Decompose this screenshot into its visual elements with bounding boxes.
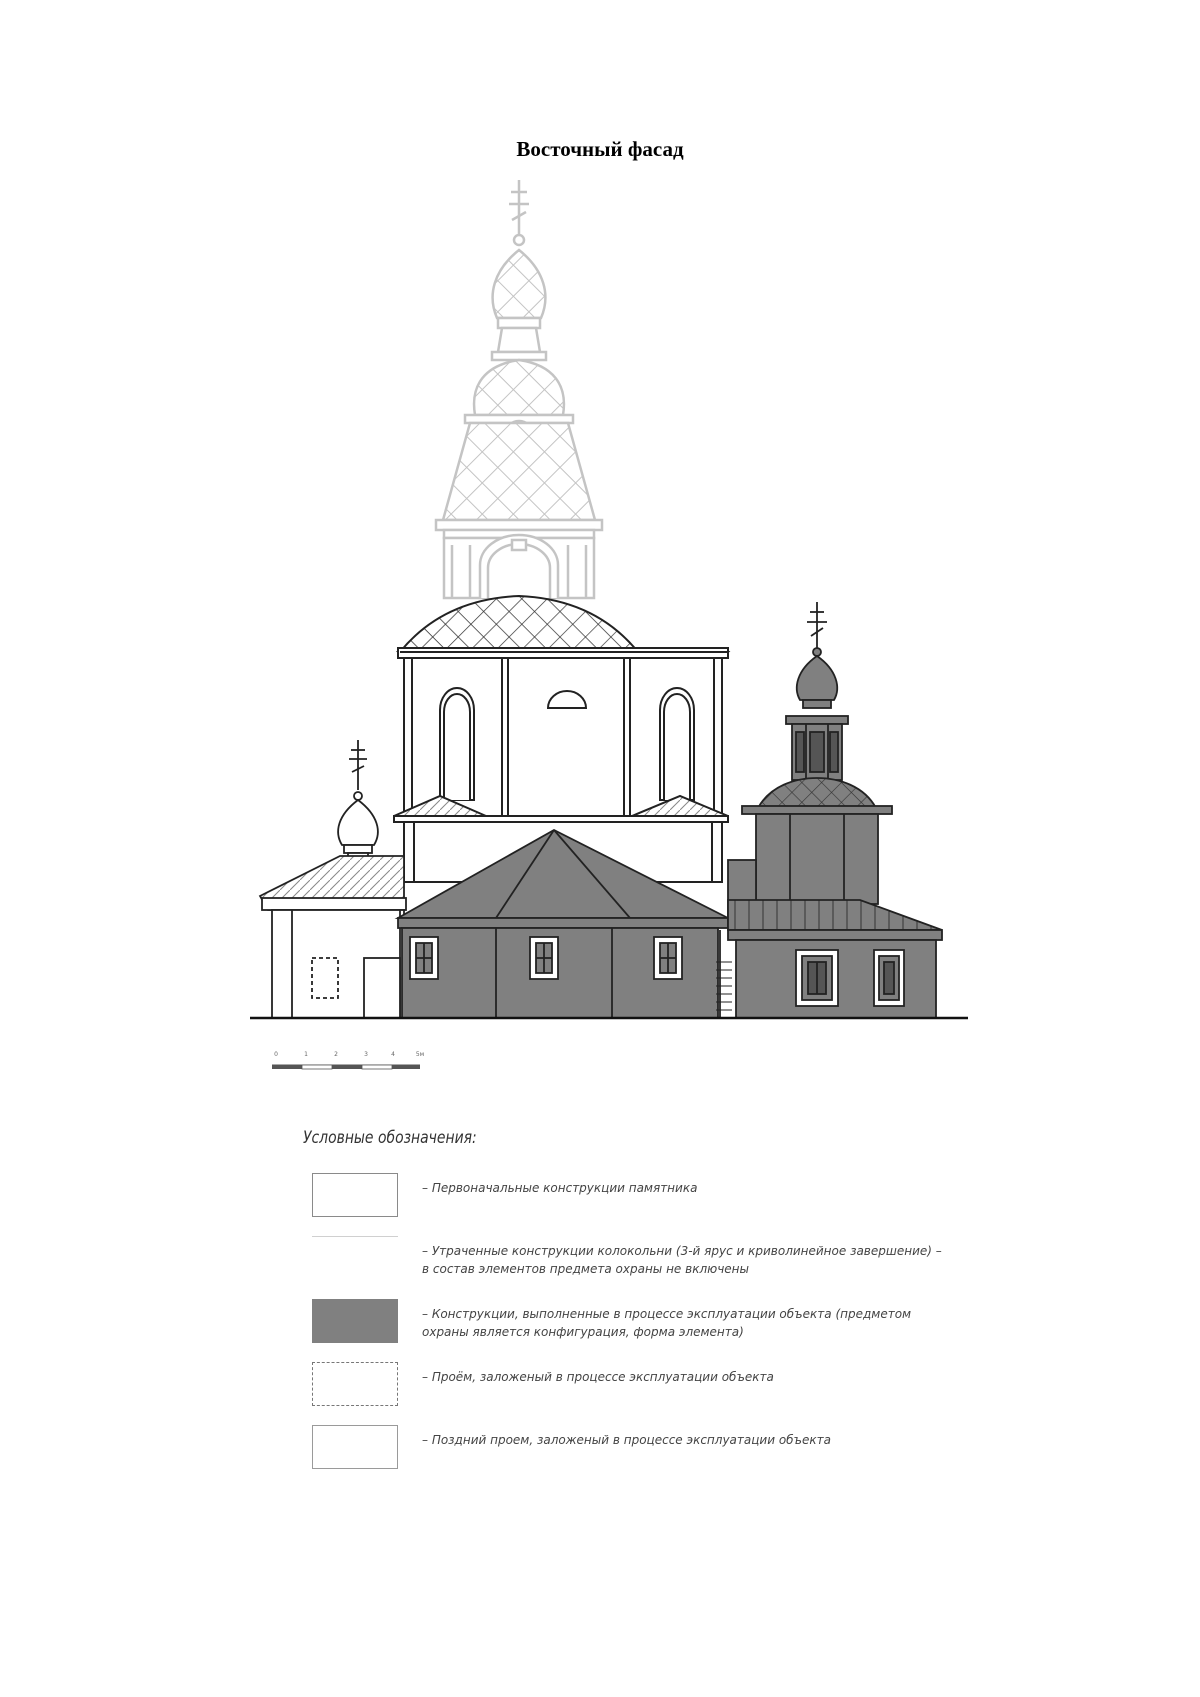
scale-tick: 1: [304, 1051, 308, 1058]
legend-swatch-later: [312, 1299, 398, 1343]
scale-bar: [272, 1051, 424, 1069]
scale-tick: 4: [391, 1051, 395, 1058]
legend-swatch-lost: [312, 1236, 398, 1280]
legend-text: – Проём, заложеный в процессе эксплуатации объекта: [422, 1370, 774, 1384]
legend-swatch-late-opening: [312, 1425, 398, 1469]
legend-title: Условные обозначения:: [303, 1128, 477, 1148]
lost-bell-tower: [436, 180, 602, 598]
legend-text: – Поздний проем, заложеный в процессе эксплуатации объекта: [422, 1433, 832, 1447]
legend-text: – Первоначальные конструкции памятника: [422, 1181, 698, 1195]
scale-tick: 2: [334, 1051, 338, 1058]
scale-tick: 5м: [415, 1051, 425, 1058]
legend-swatch-blocked-opening: [312, 1362, 398, 1406]
page-title: Восточный фасад: [516, 137, 684, 161]
scale-tick: 0: [274, 1051, 278, 1058]
legend-swatch-original: [312, 1173, 398, 1217]
left-annex: [260, 740, 406, 1018]
legend-text: – Утраченные конструкции колокольни (3-й ярус и криволинейное завершение) – в состав элементов предмета охраны не включены: [422, 1244, 942, 1276]
right-later-church: [716, 602, 942, 1018]
legend-text: – Конструкции, выполненные в процессе эксплуатации объекта (предметом охраны является конфигурация, форма элемента): [422, 1307, 912, 1339]
scale-tick: 3: [364, 1051, 368, 1058]
